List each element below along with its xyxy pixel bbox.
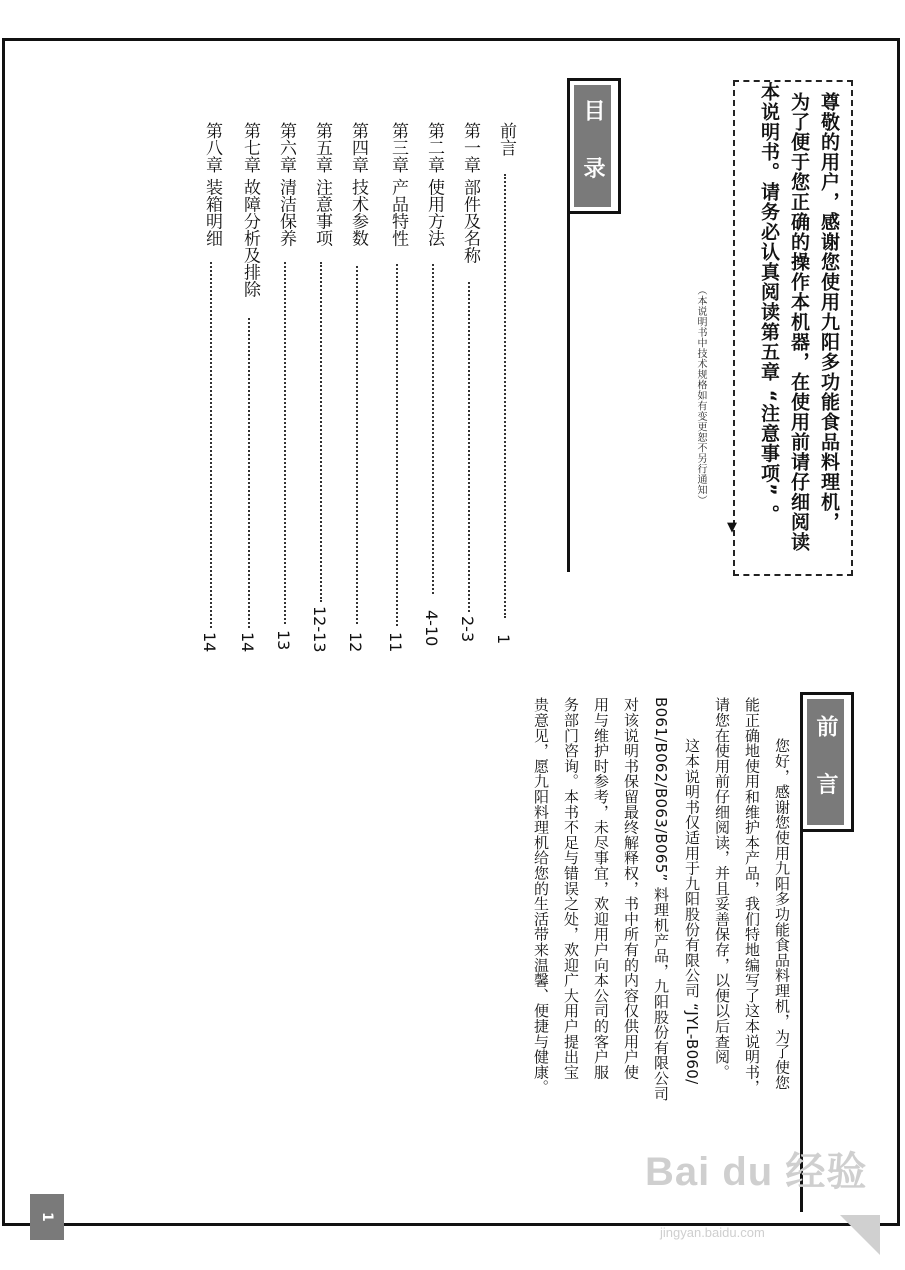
watermark-url: jingyan.baidu.com <box>660 1225 765 1240</box>
arrow-down-icon: ▼ <box>727 520 737 535</box>
preface-line: 对该说明书保留最终解释权，书中所有的内容仅供用户使 <box>622 697 640 1080</box>
toc-leader <box>248 318 250 628</box>
toc-leader <box>210 262 212 628</box>
toc-rule <box>567 214 570 572</box>
preface-line: 您好，感谢您使用九阳多功能食品料理机，为了使您 <box>773 738 791 1090</box>
spec-footnote: （本说明书中技术规格如有变更恕不另行通知） <box>695 285 706 506</box>
toc-item-title: 第一章 部件及名称 <box>460 122 480 264</box>
toc-item-page: 12-13 <box>310 606 329 653</box>
toc-row[interactable] <box>346 122 370 653</box>
toc-item-page: 13 <box>274 630 293 651</box>
toc-leader <box>396 264 398 626</box>
toc-item-title: 第三章 产品特性 <box>388 122 408 247</box>
watermark-logo: Bai du 经验 <box>645 1150 868 1194</box>
toc-row[interactable] <box>386 122 410 653</box>
page-curl-icon <box>840 1215 880 1255</box>
notice-line-3: 本说明书。请务必认真阅读第五章 “注意事项” 。 <box>758 82 780 525</box>
toc-item-title: 第四章 技术参数 <box>348 122 368 247</box>
toc-item-title: 第八章 装箱明细 <box>202 122 222 247</box>
page-number: 1 <box>30 1194 64 1240</box>
toc-item-title: 第六章 清洁保养 <box>276 122 296 247</box>
toc-item-title: 第七章 故障分析及排除 <box>240 122 260 298</box>
preface-line: 这本说明书仅适用于九阳股份有限公司 “JYL-B060/ <box>683 738 701 1085</box>
notice-line-1: 尊敬的用户，感谢您使用九阳多功能食品料理机， <box>818 92 840 532</box>
toc-heading: 目 录 <box>574 85 611 207</box>
toc-item-page: 14 <box>238 632 257 653</box>
toc-leader <box>320 262 322 602</box>
toc-leader <box>504 174 506 618</box>
toc-item-page: 11 <box>386 632 405 653</box>
toc-leader <box>356 266 358 624</box>
toc-item-page: 12 <box>346 632 365 653</box>
preface-heading: 前 言 <box>807 699 844 825</box>
toc-row[interactable] <box>310 122 334 653</box>
toc-row[interactable] <box>494 122 518 645</box>
toc-row[interactable] <box>238 122 262 653</box>
preface-line: B061/B062/B063/B065” 料理机产品，九阳股份有限公司 <box>652 697 670 1101</box>
preface-line: 务部门咨询。本书不足与错误之处，欢迎广大用户提出宝 <box>562 697 580 1080</box>
toc-item-page: 14 <box>200 632 219 653</box>
toc-row[interactable] <box>200 122 224 653</box>
preface-line: 用与维护时参考，未尽事宜，欢迎用户向本公司的客户服 <box>592 697 610 1080</box>
toc-row[interactable] <box>422 122 446 647</box>
toc-leader <box>432 264 434 594</box>
toc-row[interactable] <box>458 122 482 643</box>
preface-line: 能正确地使用和维护本产品，我们特地编写了这本说明书， <box>743 697 761 1095</box>
toc-leader <box>468 282 470 612</box>
toc-leader <box>284 262 286 624</box>
toc-item-title: 第五章 注意事项 <box>312 122 332 247</box>
toc-row[interactable] <box>274 122 298 651</box>
toc-item-title: 第二章 使用方法 <box>424 122 444 247</box>
toc-item-title: 前言 <box>496 122 516 156</box>
preface-line: 请您在使用前仔细阅读，并且妥善保存，以便以后查阅。 <box>713 697 731 1080</box>
notice-line-2: 为了便于您正确的操作本机器，在使用前请仔细阅读 <box>788 92 810 552</box>
toc-item-page: 1 <box>494 634 513 645</box>
toc-item-page: 4-10 <box>422 610 441 647</box>
preface-line: 贵意见，愿九阳料理机给您的生活带来温馨、便捷与健康。 <box>532 697 550 1095</box>
toc-item-page: 2-3 <box>458 616 477 643</box>
